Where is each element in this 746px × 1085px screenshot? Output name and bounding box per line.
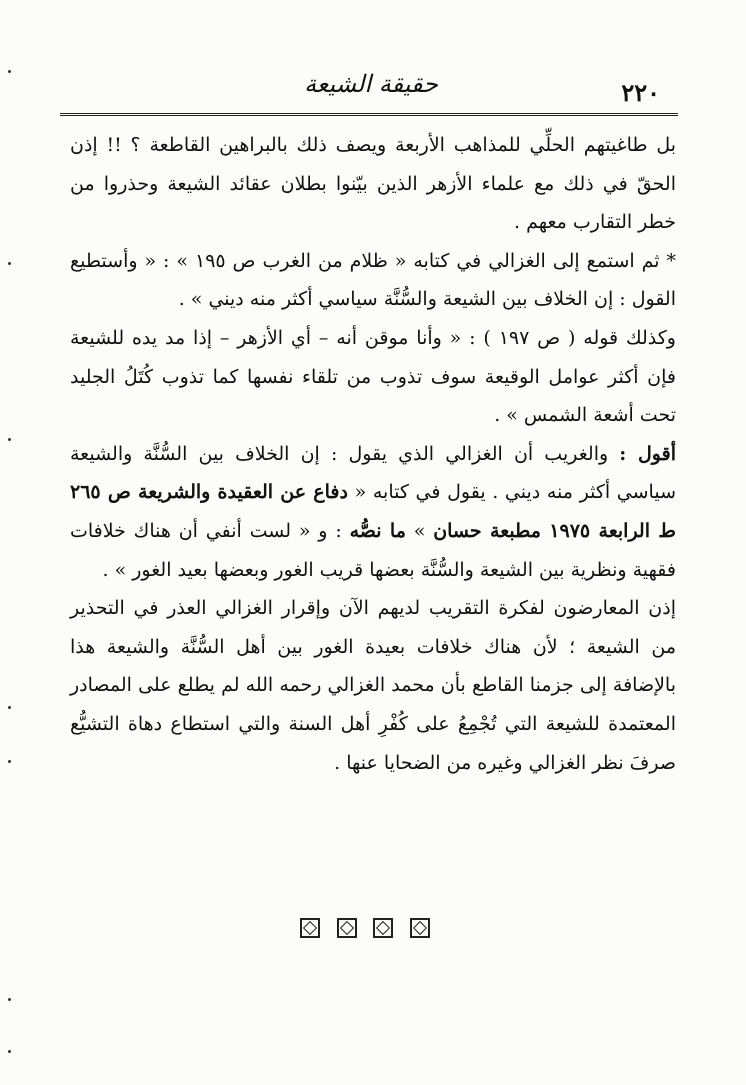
scan-speck [8, 998, 11, 1001]
ma-nassuh: ما نصُّه [349, 519, 406, 542]
final-paragraph: إذن المعارضون لفكرة التقريب لديهم الآن وإقرار الغزالي العذر في التحذير من الشيعة ؛ لأن هناك خلافات بعيدة الغور بين أهل السُّنَّة والشيعة هذا بالإضافة إلى جزمنا القاطع بأن محمد الغزالي رحمه الله لم يطلع على المصادر المعتمدة للشيعة التي تُجْمِعُ على كُفْرِ أهل السنة والتي استطاع دهاة التشيُّع صرفَ نظر الغزالي وغيره من الضحايا عنها . [70, 597, 676, 774]
scan-speck [8, 262, 11, 265]
scan-speck [8, 760, 11, 763]
aqool-text: والغريب أن الغزالي الذي يقول : إن الخلاف بين السُّنَّة والشيعة سياسي أكثر منه ديني . يقول في كتابه « [70, 442, 676, 504]
paragraph: بل طاغيتهم الحلِّي للمذاهب الأربعة ويصف ذلك بالبراهين القاطعة ؟ !! إذن الحقّ في ذلك مع علماء الأزهر الذين بيّنوا بطلان عقائد الشيعة وحذروا من خطر التقارب معهم . [70, 134, 676, 234]
ornament-icon [300, 918, 320, 938]
paragraph: وكذلك قوله ( ص ١٩٧ ) : « وأنا موقن أنه – أي الأزهر – إذا مد يده للشيعة فإن أكثر عوامل الوقيعة سوف تذوب من تلقاء نفسها كما تذوب كُتَلُ الجليد تحت أشعة الشمس » . [70, 326, 676, 427]
page-body [70, 126, 676, 782]
section-end-ornaments [300, 918, 430, 942]
scan-speck [8, 438, 11, 441]
ornament-icon [410, 918, 430, 938]
page-header [60, 64, 678, 116]
aqool-paragraph [70, 435, 676, 589]
scan-speck [8, 70, 11, 73]
ornament-icon [373, 918, 393, 938]
ornament-icon [337, 918, 357, 938]
aqool-text: : و « لست أنفي أن هناك خلافات فقهية ونظرية بين الشيعة والسُّنَّة بعضها قريب الغور وبعضها بعيد الغور » . [70, 519, 676, 581]
header-rule [60, 113, 678, 116]
book-title: دفاع عن العقيدة والشريعة ص ٢٦٥ ط الرابعة ١٩٧٥ مطبعة حسان [70, 481, 676, 542]
scan-speck [8, 1050, 11, 1053]
page-number: ٢٢٠ [621, 78, 660, 107]
paragraph: * ثم استمع إلى الغزالي في كتابه « ظلام من الغرب ص ١٩٥ » : « وأستطيع القول : إن الخلاف بين الشيعة والسُّنَّة سياسي أكثر منه ديني » . [70, 249, 676, 311]
aqool-label: أقول : [619, 442, 676, 465]
running-title: حقيقة الشيعة [304, 70, 438, 98]
scan-speck [8, 706, 11, 709]
aqool-text: » [405, 519, 434, 542]
